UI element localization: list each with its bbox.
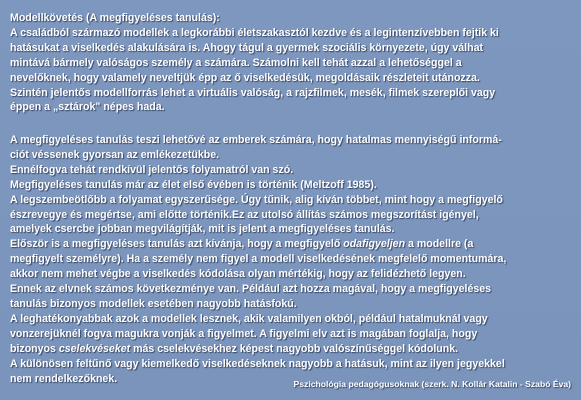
text-line: amelyek csercbe jobban megvilágítják, mit is jelent a megfigyeléses tanulás. [10,223,395,236]
text-line-with-emphasis [10,237,571,252]
intro-paragraph [10,11,571,115]
text-line: A leghatékonyabbak azok a modellek lesznek, akik valamilyen okból, például hatalmuknál vagy [10,312,488,325]
text-line: vonzerejüknél fogva magukra vonják a figyelmet. A figyelmi elv azt is magában foglalja, hogy [10,327,478,340]
text-line: A legszembeötlőbb a folyamat egyszerűsége. Úgy tűnik, alig kíván többet, mint hogy a megfigyelő [10,193,503,206]
emphasized-word: odafigyeljen [343,238,406,251]
text-line: Ennek az elvnek számos következménye van. Például azt hozza magával, hogy a megfigyeléses [10,283,492,296]
source-citation: Pszichológia pedagógusoknak (szerk. N. Kollár Katalin - Szabó Éva) [293,379,571,389]
text-line: megfigyelt személyre). Ha a személy nem figyel a modell viselkedésének megfelelő momentumára, [10,253,507,266]
text-line: éppen a „sztárok" népes hada. [10,101,165,114]
text-line: hatásukat a viselkedés alakulására is. Ahogy tágul a gyermek szociális környezete, úgy válhat [10,41,484,54]
text-line: A megfigyeléses tanulás teszi lehetővé az emberek számára, hogy hatalmas mennyiségű informá- [10,134,502,146]
text-segment: bizonyos [10,342,59,355]
text-line: akkor nem mehet végbe a viselkedés kódolása olyan mértékig, hogy az felidézhető legyen. [10,268,466,281]
text-segment: más cselekvésekhez képest nagyobb valószínűséggel kódolunk. [130,342,459,355]
text-line: tanulás bizonyos modellek esetében nagyobb hatásfokú. [10,297,297,310]
text-line: mintává bármely valóságos személy a számára. Számolni kell tehát azzal a lehetőséggel a [10,56,462,69]
text-line: ciót véssenek gyorsan az emlékezetükbe. [10,148,220,161]
text-line: nevelőknek, hogy valamely neveltjük épp az ő viselkedésük, megoldásaik részleteit utánozza. [10,71,480,84]
text-segment: a modellre (a [405,238,474,251]
main-paragraph [10,133,571,386]
text-line: Szintén jelentős modellforrás lehet a virtuális valóság, a rajzfilmek, mesék, filmek szereplői vagy [10,86,496,99]
text-line: A családból származó modellek a legkorábbi életszakasztól kezdve és a legintenzívebben fejtik ki [10,26,499,39]
text-line: A különösen feltűnő vagy kiemelkedő viselkedéseknek nagyobb a hatásuk, mint az ilyen jegyekkel [10,357,505,370]
text-segment: Először is a megfigyeléses tanulás azt kívánja, hogy a megfigyelő [10,238,344,251]
text-line: Ennélfogva tehát rendkívül jelentős folyamatról van szó. [10,163,294,176]
text-line: észrevegye és megértse, ami előtte történik.Ez az utolsó állítás számos megszorítást igényel, [10,208,479,221]
text-line: nem rendelkezőknek. [10,372,118,385]
emphasized-word: cselekvéseket [58,342,131,355]
text-line: Megfigyeléses tanulás már az élet első évében is történik (Meltzoff 1985). [10,178,377,191]
slide-title: Modellkövetés (A megfigyeléses tanulás): [10,12,220,24]
text-line-with-emphasis [10,342,571,357]
